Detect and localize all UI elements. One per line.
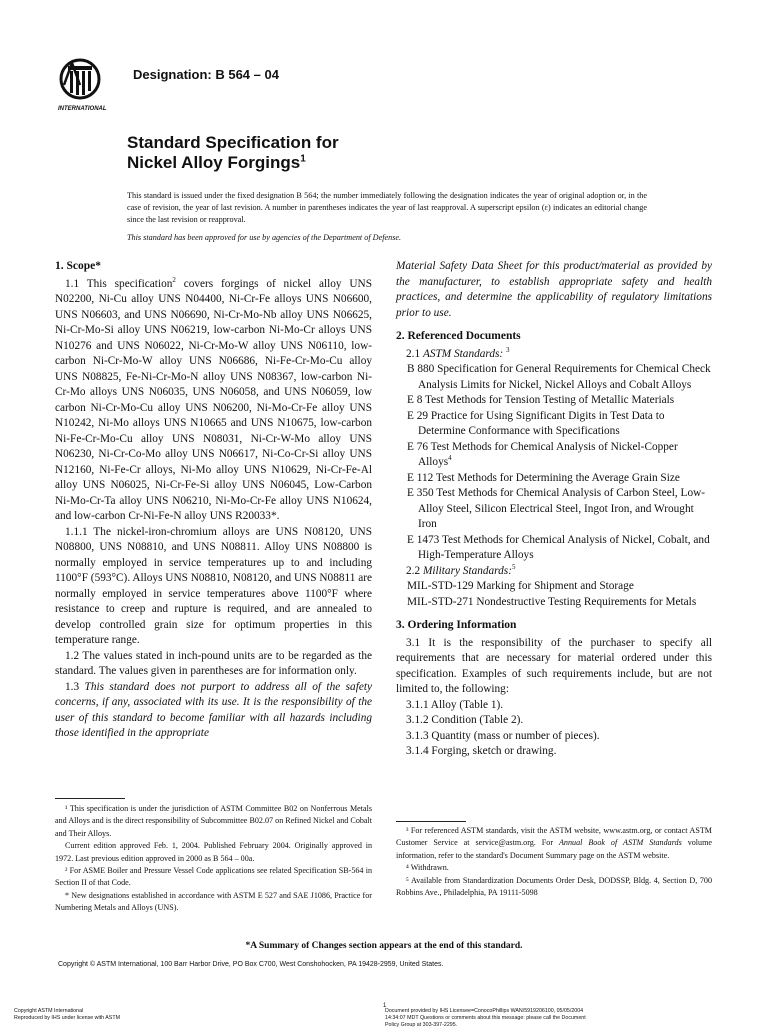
footnotes-left <box>55 803 372 915</box>
paragraph-1-3: 1.3 This standard does not purport to address all of the safety concerns, if any, associated with its use. It is the responsibility of the user of this standard to become familiar with all hazards including those identified in the appropriate <box>55 680 372 739</box>
designation: Designation: B 564 – 04 <box>133 67 279 82</box>
list-item-condition: 3.1.2 Condition (Table 2). <box>406 714 524 726</box>
paragraph-1-3-continued: Material Safety Data Sheet for this product/material as provided by the manufacturer, to establish appropriate safety and health practices, and determine the applicability of regulatory limitations prior to use. <box>396 260 712 319</box>
scope-heading: 1. Scope* <box>55 260 101 272</box>
page-number: 1 <box>383 1003 387 1009</box>
reference-e76: E 76 Test Methods for Chemical Analysis of Nickel-Copper Alloys$^4$ <box>407 440 678 468</box>
footnote-divider-left <box>55 798 125 799</box>
footnote-star: * New designations established in accordance with ASTM E 527 and SAE J1086, Practice for Numbering Metals and Alloys (UNS). <box>55 890 372 913</box>
paragraph-1-1: 1.1 This specification$^2$ covers forgings of nickel alloy UNS N02200, Ni-Cu alloy UNS N04400, Ni-Cr-Fe alloys UNS N06600, UNS N06603, and UNS N06690, Ni-Cr-Mo-Nb alloy UNS N06625, Ni-Cr-Mo-Si alloy UNS N06219, low-carbon Ni-Mo-Cr alloys UNS N10276 and UNS N06022, Ni-Cr-Mo-W alloy UNS N06110, low-carbon Ni-Cr-Mo-W alloy UNS N06686, Ni-Fe-Cr-Mo-Cu alloy UNS N08825, Fe-Ni-Cr-Mo-N alloy UNS N08367, low-carbon Ni-Cr-Mo alloys UNS N06035, UNS N06058, and UNS N06059, low carbon Ni-Cr-Mo-Cu alloy UNS N06200, Ni-Mo-Cr-Fe alloy UNS N10242, Ni-Mo alloys UNS N10665 and UNS N10675, low-carbon Ni-Fe-Cr-Mo-Cu alloy UNS N08031, Ni-Cr-W-Mo alloy UNS N06230, Ni-Cr-Co-Mo alloy UNS N06617, Ni-Co-Cr-Si alloy UNS N12160, Ni-Fe-Cr alloys, Ni-Mo alloy UNS N10629, Ni-Cr-Fe-Al alloy UNS N06025, Ni-Cr-Fe-Si alloy UNS N06045, Low-Carbon Ni-Mo-Cr-Ta alloy UNS N06210, Ni-Mo-Cr-Fe alloy UNS N10624, and low-carbon Cr-Ni-Fe-N alloy UNS R20033*. <box>55 275 373 522</box>
paragraph-2-1: 2.1 ASTM Standards: $^3$ <box>406 345 510 360</box>
paragraph-3-1: 3.1 It is the responsibility of the purchaser to specify all requirements that are necessary for material ordered under this specification. Examples of such requirements include, but are not limited to, the following: <box>396 636 712 695</box>
license-notice-right: Document provided by IHS Licensee=ConocoPhillips WAN/5919206100, 05/05/2004 14:34:07 MDT Questions or comments about this message: please call the Document Policy Group at 303-397-2295. <box>385 1008 586 1028</box>
paragraph-1-2: 1.2 The values stated in inch-pound units are to be regarded as the standard. The values given in parentheses are for information only. <box>55 649 372 677</box>
list-item-forging: 3.1.4 Forging, sketch or drawing. <box>406 745 557 757</box>
reference-e350: E 350 Test Methods for Chemical Analysis of Carbon Steel, Low-Alloy Steel, Silicon Electrical Steel, Ingot Iron, and Wrought Iron <box>407 487 706 530</box>
reference-e29: E 29 Practice for Using Significant Digits in Test Data to Determine Conformance with Specifications <box>407 409 665 437</box>
reference-e112: E 112 Test Methods for Determining the Average Grain Size <box>407 471 680 484</box>
license-notice-left: Copyright ASTM International Reproduced by IHS under license with ASTM <box>14 1008 120 1021</box>
logo-wordmark: INTERNATIONAL <box>58 106 107 112</box>
footnote-divider-right <box>396 821 466 822</box>
reference-mil-std-271: MIL-STD-271 Nondestructive Testing Requirements for Metals <box>407 595 697 608</box>
ordering-information-heading: 3. Ordering Information <box>396 619 517 631</box>
designation-notice: This standard is issued under the fixed designation B 564; the number immediately following the designation indicates the year of original adoption or, in the case of revision, the year of last revision. A number in parentheses indicates the year of last reapproval. A superscript epsilon (ε) indicates an editorial change since the last revision or reapproval. <box>127 191 647 224</box>
title-line-1: Standard Specification for <box>127 133 339 152</box>
list-item-quantity: 3.1.3 Quantity (mass or number of pieces). <box>406 729 600 742</box>
title-line-2: Nickel Alloy Forgings$^1$ <box>127 153 306 172</box>
footnote-1-edition: Current edition approved Feb. 1, 2004. Published February 2004. Originally approved in 1972. Last previous edition approved in 2000 as B 564 – 00a. <box>55 841 372 863</box>
footnotes-right <box>396 825 712 899</box>
reference-e8: E 8 Test Methods for Tension Testing of Metallic Materials <box>407 394 675 406</box>
footnote-1: ¹ This specification is under the jurisdiction of ASTM Committee B02 on Nonferrous Metals and Alloys and is the direct responsibility of Subcommittee B02.07 on Refined Nickel and Cobalt and Their Alloys. <box>55 804 372 838</box>
reference-b880: B 880 Specification for General Requirements for Chemical Check Analysis Limits for Nickel, Nickel Alloys and Cobalt Alloys <box>407 363 711 391</box>
left-column <box>55 259 372 742</box>
title-footnote-ref: 1 <box>300 153 306 165</box>
list-item-alloy: 3.1.1 Alloy (Table 1). <box>406 698 504 711</box>
copyright-line: Copyright © ASTM International, 100 Barr Harbor Drive, PO Box C700, West Conshohocken, PA 19428-2959, United States. <box>58 961 444 968</box>
footnote-4: ⁴ Withdrawn. <box>406 863 449 873</box>
referenced-documents-heading: 2. Referenced Documents <box>396 330 521 342</box>
footnote-3: ³ For referenced ASTM standards, visit the ASTM website, www.astm.org, or contact ASTM Customer Service at service@astm.org. For Annual Book of ASTM Standards volume information, refer to the standard's Document Summary page on the ASTM website. <box>396 826 712 860</box>
footnote-2: ² For ASME Boiler and Pressure Vessel Code applications see related Specification SB-564 in Section II of that Code. <box>55 866 372 888</box>
right-column <box>396 259 712 760</box>
paragraph-1-1-1: 1.1.1 The nickel-iron-chromium alloys are UNS N08120, UNS N08800, UNS N08810, and UNS N08811. Alloy UNS N08800 is normally employed in service temperatures up to and including 1100°F (593°C). Alloys UNS N08810, N08120, and UNS N08811 are normally employed in service temperatures above 1100°F where resistance to creep and rupture is required, and are annealed to develop controlled grain size for optimum properties in this temperature range. <box>55 525 372 646</box>
paragraph-2-2: 2.2 Military Standards:$^5$ <box>406 562 516 577</box>
reference-e1473: E 1473 Test Methods for Chemical Analysis of Nickel, Cobalt, and High-Temperature Alloys <box>407 533 710 561</box>
footnote-5: ⁵ Available from Standardization Documents Order Desk, DODSSP, Bldg. 4, Section D, 700 Robbins Ave., Philadelphia, PA 19111-5098 <box>396 875 712 898</box>
page-title <box>127 133 339 173</box>
reference-mil-std-129: MIL-STD-129 Marking for Shipment and Storage <box>407 580 634 592</box>
dod-approval-note: This standard has been approved for use by agencies of the Department of Defense. <box>127 233 402 242</box>
summary-of-changes-note: *A Summary of Changes section appears at the end of this standard. <box>245 941 523 951</box>
